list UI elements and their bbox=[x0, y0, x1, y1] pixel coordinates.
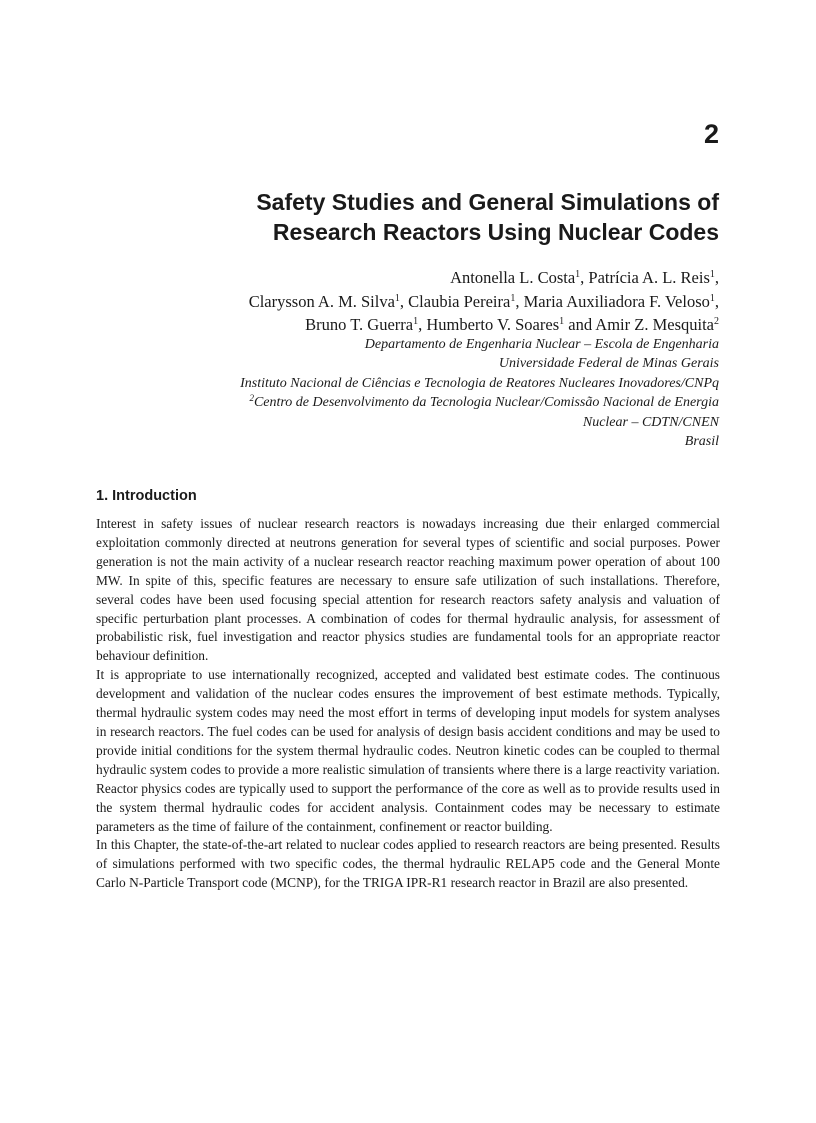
author-name: Antonella L. Costa bbox=[450, 268, 576, 287]
chapter-number: 2 bbox=[703, 119, 719, 149]
body-paragraph: It is appropriate to use internationally recognized, accepted and validated best estimate codes. The continuous development and validation of the nuclear codes ensures the improvement of best estimate methods. Typically, thermal hydraulic system codes may need the most effort in terms of developing input models for system analyses in research reactors. The fuel codes can be used for analysis of design basis accident conditions and may be used to provide initial conditions for the system thermal hydraulic codes. Neutron kinetic codes can be coupled to thermal hydraulic system codes to provide a more realistic simulation of transients where there is a large reactivity variation. Reactor physics codes are typically used to support the performance of the core as well as to provide results used in the system thermal hydraulic codes for accident analysis. Containment codes may be necessary to estimate parameters as the time of failure of the containment, confinement or reactor building. bbox=[96, 667, 720, 834]
affiliation-line: Instituto Nacional de Ciências e Tecnologia de Reatores Nucleares Inovadores/CNPq bbox=[240, 375, 719, 391]
affiliation-mark: 2 bbox=[249, 393, 254, 404]
author-separator: and bbox=[564, 315, 596, 334]
author-list bbox=[79, 266, 719, 337]
author-separator: , bbox=[714, 268, 719, 287]
author-name: Amir Z. Mesquita bbox=[595, 315, 714, 334]
affiliation-list bbox=[79, 335, 719, 451]
author-affiliation-mark: 1 bbox=[510, 292, 516, 304]
section-body bbox=[96, 515, 720, 893]
author-name: Claubia Pereira bbox=[408, 291, 511, 311]
body-paragraph: Interest in safety issues of nuclear research reactors is nowadays increasing due their enlarged commercial exploitation commonly directed at neutrons generation for several types of scientific and social purposes. Power generation is not the main activity of a nuclear research reactor reaching maximum power operation of about 100 MW. In spite of this, specific features are necessary to ensure safe utilization of such installations. Therefore, several codes have been used focusing special attention for research reactors safety analysis and valuation of specific perturbation plant processes. A combination of codes for thermal hydraulic analysis, for assessment of probabilistic risk, fuel investigation and reactor physics studies are fundamental tools for an appropriate reactor behaviour definition. bbox=[96, 516, 720, 664]
chapter-title bbox=[99, 187, 719, 247]
author-line bbox=[79, 290, 719, 314]
author-separator: , bbox=[515, 291, 524, 311]
chapter-title-line: Safety Studies and General Simulations of bbox=[256, 189, 719, 215]
author-affiliation-mark: 1 bbox=[394, 292, 400, 304]
author-name: Maria Auxiliadora F. Veloso bbox=[523, 291, 710, 311]
author-name: Clarysson A. M. Silva bbox=[248, 291, 395, 311]
affiliation-text: Centro de Desenvolvimento da Tecnologia Nuclear/Comissão Nacional de Energia bbox=[253, 395, 719, 411]
author-affiliation-mark: 1 bbox=[709, 292, 715, 304]
author-name: Humberto V. Soares bbox=[426, 315, 560, 334]
author-separator: , bbox=[418, 315, 427, 334]
author-affiliation-mark: 1 bbox=[559, 316, 565, 327]
author-affiliation-mark: 2 bbox=[714, 316, 719, 327]
affiliation-line: Nuclear – CDTN/CNEN bbox=[582, 414, 719, 430]
affiliation-line bbox=[79, 393, 719, 412]
chapter-title-line: Research Reactors Using Nuclear Codes bbox=[272, 219, 719, 245]
author-separator: , bbox=[399, 291, 409, 311]
author-separator: , bbox=[580, 268, 589, 287]
author-affiliation-mark: 1 bbox=[709, 269, 715, 280]
author-affiliation-mark: 1 bbox=[413, 316, 419, 327]
author-separator: , bbox=[714, 291, 719, 311]
author-name: Patrícia A. L. Reis bbox=[588, 268, 710, 287]
author-affiliation-mark: 1 bbox=[575, 269, 581, 280]
affiliation-line: Departamento de Engenharia Nuclear – Escola de Engenharia bbox=[364, 337, 719, 352]
author-line bbox=[79, 313, 719, 337]
section-heading: 1. Introduction bbox=[96, 488, 197, 504]
affiliation-line: Brasil bbox=[684, 434, 719, 450]
author-name: Bruno T. Guerra bbox=[305, 315, 414, 334]
affiliation-line: Universidade Federal de Minas Gerais bbox=[498, 356, 719, 372]
body-paragraph: In this Chapter, the state-of-the-art related to nuclear codes applied to research reactors are being presented. Results of simulations performed with two specific codes, the thermal hydraulic RELAP5 code and the General Monte Carlo N-Particle Transport code (MCNP), for the TRIGA IPR-R1 research reactor in Brazil are also presented. bbox=[96, 837, 720, 891]
author-line bbox=[79, 266, 719, 290]
